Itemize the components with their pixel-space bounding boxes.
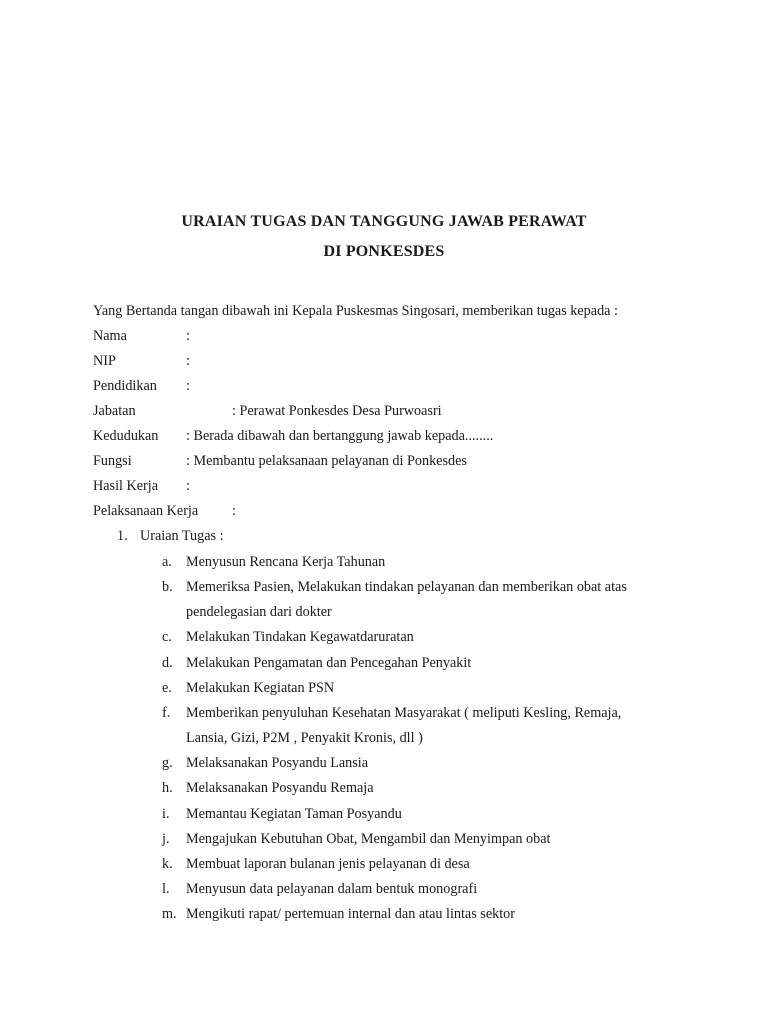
field-label-pendidikan: Pendidikan	[93, 378, 157, 394]
task-marker: m.	[162, 906, 177, 922]
section-title: Uraian Tugas :	[140, 528, 224, 544]
field-value-pelaksanaan-kerja: :	[232, 503, 236, 519]
field-value-nip: :	[186, 353, 190, 369]
task-marker: d.	[162, 655, 173, 671]
task-text: Melaksanakan Posyandu Remaja	[186, 780, 374, 796]
task-text: Membuat laporan bulanan jenis pelayanan di desa	[186, 856, 470, 872]
task-text: Mengajukan Kebutuhan Obat, Mengambil dan Menyimpan obat	[186, 831, 551, 847]
field-label-jabatan: Jabatan	[93, 403, 136, 419]
task-text: Menyusun data pelayanan dalam bentuk monografi	[186, 881, 478, 897]
task-marker: c.	[162, 629, 172, 645]
field-value-nama: :	[186, 328, 190, 344]
field-label-hasil-kerja: Hasil Kerja	[93, 478, 159, 494]
task-text-continued: Lansia, Gizi, P2M , Penyakit Kronis, dll )	[186, 730, 423, 746]
task-marker: k.	[162, 856, 173, 872]
field-label-nama: Nama	[93, 328, 127, 344]
section-number: 1.	[117, 528, 128, 544]
task-marker: i.	[162, 806, 170, 822]
task-marker: g.	[162, 755, 173, 771]
task-text: Memantau Kegiatan Taman Posyandu	[186, 806, 402, 822]
task-text: Memberikan penyuluhan Kesehatan Masyarakat ( meliputi Kesling, Remaja,	[186, 705, 622, 721]
task-text: Melakukan Pengamatan dan Pencegahan Penyakit	[186, 655, 472, 671]
task-text: Melakukan Kegiatan PSN	[186, 680, 335, 696]
field-value-jabatan: : Perawat Ponkesdes Desa Purwoasri	[232, 403, 442, 419]
task-text: Mengikuti rapat/ pertemuan internal dan atau lintas sektor	[186, 906, 515, 922]
task-text-continued: pendelegasian dari dokter	[186, 604, 332, 620]
task-marker: b.	[162, 579, 173, 595]
field-label-fungsi: Fungsi	[93, 453, 132, 469]
field-label-nip: NIP	[93, 353, 116, 369]
task-text: Memeriksa Pasien, Melakukan tindakan pelayanan dan memberikan obat atas	[186, 579, 627, 595]
field-label-pelaksanaan-kerja: Pelaksanaan Kerja	[93, 503, 199, 519]
task-text: Melaksanakan Posyandu Lansia	[186, 755, 369, 771]
task-text: Menyusun Rencana Kerja Tahunan	[186, 554, 386, 570]
task-marker: l.	[162, 881, 170, 897]
field-value-fungsi: : Membantu pelaksanaan pelayanan di Ponkesdes	[186, 453, 467, 469]
field-value-hasil-kerja: :	[186, 478, 190, 494]
task-marker: a.	[162, 554, 172, 570]
task-marker: f.	[162, 705, 171, 721]
intro-paragraph: Yang Bertanda tangan dibawah ini Kepala Puskesmas Singosari, memberikan tugas kepada :	[93, 303, 618, 319]
document-title: URAIAN TUGAS DAN TANGGUNG JAWAB PERAWAT	[181, 213, 587, 230]
field-value-kedudukan: : Berada dibawah dan bertanggung jawab kepada........	[186, 428, 494, 444]
task-marker: j.	[162, 831, 170, 847]
task-marker: h.	[162, 780, 173, 796]
document-subtitle: DI PONKESDES	[323, 243, 445, 260]
field-value-pendidikan: :	[186, 378, 190, 394]
field-label-kedudukan: Kedudukan	[93, 428, 159, 444]
task-marker: e.	[162, 680, 172, 696]
task-text: Melakukan Tindakan Kegawatdaruratan	[186, 629, 414, 645]
